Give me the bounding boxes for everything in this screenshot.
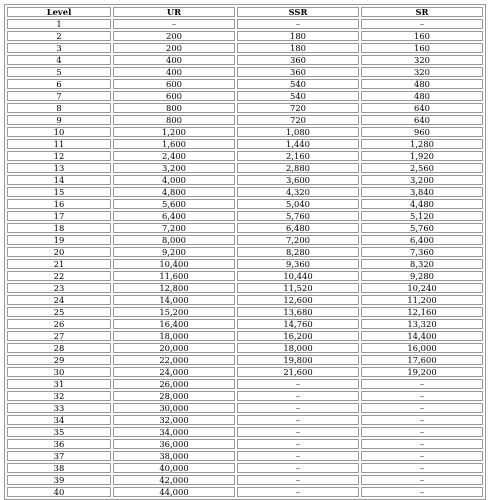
table-row	[7, 175, 483, 185]
cell-sr: 480	[361, 79, 483, 89]
cell-ssr: 1,440	[237, 139, 359, 149]
cell-sr: 19,200	[361, 367, 483, 377]
cell-sr: –	[361, 451, 483, 461]
cell-ssr: 360	[237, 55, 359, 65]
cell-sr: 3,840	[361, 187, 483, 197]
cell-ur: 38,000	[113, 451, 235, 461]
table-row	[7, 55, 483, 65]
cell-level: 16	[7, 199, 111, 209]
cell-ur: 24,000	[113, 367, 235, 377]
table-row	[7, 31, 483, 41]
cell-sr: –	[361, 487, 483, 497]
cell-level: 15	[7, 187, 111, 197]
cell-ur: 34,000	[113, 427, 235, 437]
cell-level: 20	[7, 247, 111, 257]
header-level: Level	[7, 7, 111, 17]
cell-level: 35	[7, 427, 111, 437]
cell-ssr: –	[237, 379, 359, 389]
cell-ur: 44,000	[113, 487, 235, 497]
table-row	[7, 19, 483, 29]
cell-level: 14	[7, 175, 111, 185]
cell-ur: 22,000	[113, 355, 235, 365]
cell-level: 10	[7, 127, 111, 137]
cell-ssr: 2,160	[237, 151, 359, 161]
cell-level: 2	[7, 31, 111, 41]
cell-ssr: 360	[237, 67, 359, 77]
cell-ssr: –	[237, 391, 359, 401]
cell-ur: 42,000	[113, 475, 235, 485]
table-row	[7, 139, 483, 149]
cell-ssr: 5,040	[237, 199, 359, 209]
cell-level: 25	[7, 307, 111, 317]
header-sr: SR	[361, 7, 483, 17]
table-row	[7, 259, 483, 269]
cell-ssr: 14,760	[237, 319, 359, 329]
cell-sr: 5,760	[361, 223, 483, 233]
cell-level: 34	[7, 415, 111, 425]
cell-sr: 4,480	[361, 199, 483, 209]
cell-ssr: –	[237, 439, 359, 449]
cell-level: 6	[7, 79, 111, 89]
cell-level: 1	[7, 19, 111, 29]
cell-sr: 320	[361, 55, 483, 65]
cell-ssr: 10,440	[237, 271, 359, 281]
table-row	[7, 67, 483, 77]
cell-sr: –	[361, 463, 483, 473]
table-row	[7, 79, 483, 89]
cell-ssr: 1,080	[237, 127, 359, 137]
cell-ur: 2,400	[113, 151, 235, 161]
cell-ssr: 3,600	[237, 175, 359, 185]
cell-level: 24	[7, 295, 111, 305]
cell-ssr: 180	[237, 31, 359, 41]
cell-ssr: 9,360	[237, 259, 359, 269]
cell-ur: 7,200	[113, 223, 235, 233]
cell-ssr: 720	[237, 115, 359, 125]
cell-ur: 600	[113, 79, 235, 89]
cell-ur: 28,000	[113, 391, 235, 401]
cell-ssr: 5,760	[237, 211, 359, 221]
table-row	[7, 127, 483, 137]
cell-level: 7	[7, 91, 111, 101]
table-row	[7, 463, 483, 473]
cell-level: 22	[7, 271, 111, 281]
cell-level: 33	[7, 403, 111, 413]
cell-ur: 600	[113, 91, 235, 101]
cell-sr: 1,920	[361, 151, 483, 161]
cell-ur: 16,400	[113, 319, 235, 329]
cell-level: 38	[7, 463, 111, 473]
cell-sr: –	[361, 403, 483, 413]
table-row	[7, 475, 483, 485]
cell-ur: 6,400	[113, 211, 235, 221]
cell-ur: 4,000	[113, 175, 235, 185]
cell-ur: 3,200	[113, 163, 235, 173]
cell-sr: 640	[361, 115, 483, 125]
cell-sr: –	[361, 439, 483, 449]
cell-ur: –	[113, 19, 235, 29]
table-row	[7, 403, 483, 413]
cell-sr: –	[361, 475, 483, 485]
cell-ssr: –	[237, 415, 359, 425]
cell-ur: 32,000	[113, 415, 235, 425]
cell-level: 31	[7, 379, 111, 389]
cell-sr: 11,200	[361, 295, 483, 305]
cell-sr: –	[361, 379, 483, 389]
cell-ur: 400	[113, 55, 235, 65]
cell-ur: 800	[113, 103, 235, 113]
cell-level: 17	[7, 211, 111, 221]
table-row	[7, 283, 483, 293]
cell-sr: 16,000	[361, 343, 483, 353]
table-row	[7, 43, 483, 53]
cell-ssr: 7,200	[237, 235, 359, 245]
cell-ur: 4,800	[113, 187, 235, 197]
header-ur: UR	[113, 7, 235, 17]
table-row	[7, 415, 483, 425]
cell-ssr: 21,600	[237, 367, 359, 377]
cell-ur: 15,200	[113, 307, 235, 317]
cell-level: 28	[7, 343, 111, 353]
table-row	[7, 355, 483, 365]
cell-ur: 8,000	[113, 235, 235, 245]
cell-sr: 160	[361, 31, 483, 41]
cell-ur: 36,000	[113, 439, 235, 449]
cell-ssr: 180	[237, 43, 359, 53]
level-cost-table	[4, 4, 486, 500]
cell-ssr: –	[237, 463, 359, 473]
cell-sr: 640	[361, 103, 483, 113]
cell-ssr: 12,600	[237, 295, 359, 305]
table-row	[7, 331, 483, 341]
cell-sr: 6,400	[361, 235, 483, 245]
cell-ur: 40,000	[113, 463, 235, 473]
cell-sr: 17,600	[361, 355, 483, 365]
table-row	[7, 295, 483, 305]
cell-level: 5	[7, 67, 111, 77]
table-row	[7, 199, 483, 209]
cell-level: 9	[7, 115, 111, 125]
cell-ssr: –	[237, 451, 359, 461]
cell-ssr: 2,880	[237, 163, 359, 173]
cell-ur: 1,600	[113, 139, 235, 149]
table-row	[7, 391, 483, 401]
cell-sr: 9,280	[361, 271, 483, 281]
cell-ssr: –	[237, 475, 359, 485]
cell-level: 32	[7, 391, 111, 401]
table-row	[7, 487, 483, 497]
table-row	[7, 115, 483, 125]
cell-level: 27	[7, 331, 111, 341]
cell-sr: 960	[361, 127, 483, 137]
cell-ssr: –	[237, 487, 359, 497]
cell-sr: 320	[361, 67, 483, 77]
cell-ur: 5,600	[113, 199, 235, 209]
cell-ur: 11,600	[113, 271, 235, 281]
table-row	[7, 91, 483, 101]
cell-sr: –	[361, 415, 483, 425]
table-row	[7, 367, 483, 377]
cell-ur: 12,800	[113, 283, 235, 293]
cell-ur: 400	[113, 67, 235, 77]
cell-level: 37	[7, 451, 111, 461]
cell-level: 26	[7, 319, 111, 329]
cell-ssr: 19,800	[237, 355, 359, 365]
cell-sr: 160	[361, 43, 483, 53]
cell-sr: 12,160	[361, 307, 483, 317]
cell-ssr: 11,520	[237, 283, 359, 293]
cell-ssr: 4,320	[237, 187, 359, 197]
cell-sr: –	[361, 427, 483, 437]
cell-sr: 1,280	[361, 139, 483, 149]
cell-ssr: 13,680	[237, 307, 359, 317]
cell-ur: 200	[113, 43, 235, 53]
table-row	[7, 151, 483, 161]
cell-sr: 8,320	[361, 259, 483, 269]
header-ssr: SSR	[237, 7, 359, 17]
cell-sr: 480	[361, 91, 483, 101]
table-row	[7, 343, 483, 353]
table-row	[7, 379, 483, 389]
cell-ssr: 540	[237, 91, 359, 101]
cell-level: 3	[7, 43, 111, 53]
cell-sr: 3,200	[361, 175, 483, 185]
cell-level: 4	[7, 55, 111, 65]
table-row	[7, 451, 483, 461]
cell-level: 18	[7, 223, 111, 233]
cell-level: 12	[7, 151, 111, 161]
cell-sr: 5,120	[361, 211, 483, 221]
cell-ur: 30,000	[113, 403, 235, 413]
cell-sr: 13,320	[361, 319, 483, 329]
cell-level: 29	[7, 355, 111, 365]
table-row	[7, 235, 483, 245]
cell-ur: 10,400	[113, 259, 235, 269]
cell-level: 13	[7, 163, 111, 173]
table-body	[7, 19, 483, 497]
cell-sr: 10,240	[361, 283, 483, 293]
table-row	[7, 211, 483, 221]
cell-level: 30	[7, 367, 111, 377]
cell-level: 21	[7, 259, 111, 269]
cell-ssr: 8,280	[237, 247, 359, 257]
cell-ur: 18,000	[113, 331, 235, 341]
table-row	[7, 187, 483, 197]
table-row	[7, 427, 483, 437]
header-row	[7, 7, 483, 17]
table-row	[7, 307, 483, 317]
cell-sr: –	[361, 391, 483, 401]
cell-level: 19	[7, 235, 111, 245]
cell-ssr: 18,000	[237, 343, 359, 353]
cell-sr: 7,360	[361, 247, 483, 257]
cell-ur: 800	[113, 115, 235, 125]
cell-sr: 2,560	[361, 163, 483, 173]
cell-level: 11	[7, 139, 111, 149]
cell-ssr: 6,480	[237, 223, 359, 233]
cell-level: 23	[7, 283, 111, 293]
cell-level: 36	[7, 439, 111, 449]
table-row	[7, 319, 483, 329]
cell-level: 8	[7, 103, 111, 113]
table-row	[7, 163, 483, 173]
cell-ur: 20,000	[113, 343, 235, 353]
cell-ur: 200	[113, 31, 235, 41]
cell-ur: 9,200	[113, 247, 235, 257]
level-cost-table-container	[4, 4, 484, 500]
table-row	[7, 103, 483, 113]
cell-ssr: 720	[237, 103, 359, 113]
cell-sr: –	[361, 19, 483, 29]
cell-ssr: –	[237, 427, 359, 437]
cell-ssr: 16,200	[237, 331, 359, 341]
cell-sr: 14,400	[361, 331, 483, 341]
cell-level: 40	[7, 487, 111, 497]
cell-ssr: –	[237, 19, 359, 29]
table-row	[7, 247, 483, 257]
cell-ssr: –	[237, 403, 359, 413]
table-header	[7, 7, 483, 17]
cell-ssr: 540	[237, 79, 359, 89]
table-row	[7, 223, 483, 233]
cell-ur: 26,000	[113, 379, 235, 389]
cell-level: 39	[7, 475, 111, 485]
cell-ur: 14,000	[113, 295, 235, 305]
table-row	[7, 271, 483, 281]
cell-ur: 1,200	[113, 127, 235, 137]
table-row	[7, 439, 483, 449]
